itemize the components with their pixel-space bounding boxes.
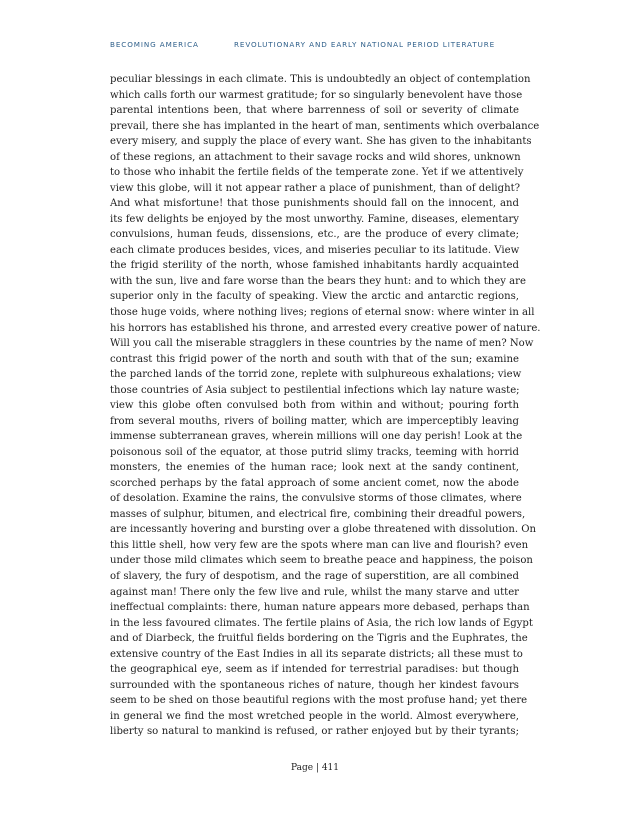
text-line: scorched perhaps by the fatal approach of some ancient comet, now the abode: [110, 477, 519, 489]
text-line: those huge voids, where nothing lives; regions of eternal snow: where winter in all: [110, 306, 535, 318]
text-line: this little shell, how very few are the spots where man can live and flourish? even: [110, 539, 529, 551]
text-line: with the sun, live and fare worse than the bears they hunt: and to which they are: [110, 275, 526, 287]
text-line: extensive country of the East Indies in all its separate districts; all these must to: [110, 648, 523, 660]
text-line: the geographical eye, seem as if intended for terrestrial paradises: but though: [110, 664, 519, 676]
text-line: and of Diarbeck, the fruitful fields bordering on the Tigris and the Euphrates, the: [110, 633, 528, 645]
text-line: prevail, there she has implanted in the heart of man, sentiments which overbalance: [110, 120, 540, 132]
text-line: his horrors has established his throne, and arrested every creative power of nature.: [110, 322, 541, 334]
text-line: of these regions, an attachment to their savage rocks and wild shores, unknown: [110, 151, 521, 163]
text-line: liberty so natural to mankind is refused, or rather enjoyed but by their tyrants;: [110, 726, 519, 738]
text-line: contrast this frigid power of the north and south with that of the sun; examine: [110, 353, 519, 365]
text-line: Will you call the miserable stragglers in these countries by the name of men? Now: [110, 338, 534, 350]
text-line: of desolation. Examine the rains, the convulsive storms of those climates, where: [110, 493, 522, 505]
page-number: Page | 411: [290, 763, 340, 773]
text-line: under those mild climates which seem to breathe peace and happiness, the poison: [110, 555, 533, 567]
text-line: every misery, and supply the place of every want. She has given to the inhabitants: [110, 136, 532, 148]
text-line: monsters, the enemies of the human race; look next at the sandy continent,: [110, 462, 519, 474]
text-line: parental intentions been, that where barrenness of soil or severity of climate: [110, 105, 519, 117]
text-line: seem to be shed on those beautiful regions with the most profuse hand; yet there: [110, 695, 528, 707]
text-line: superior only in the faculty of speaking. View the arctic and antarctic regions,: [110, 291, 519, 303]
text-line: poisonous soil of the equator, at those putrid slimy tracks, teeming with horrid: [110, 446, 519, 458]
body-text: [110, 72, 541, 740]
running-header: [110, 40, 495, 49]
text-line: in the less favoured climates. The fertile plains of Asia, the rich low lands of Egypt: [110, 617, 533, 629]
text-line: convulsions, human feuds, dissensions, etc., are the produce of every climate;: [110, 229, 519, 241]
section-title: REVOLUTIONARY AND EARLY NATIONAL PERIOD LITERATURE: [234, 40, 496, 49]
text-line: view this globe often convulsed both from within and without; pouring forth: [110, 400, 519, 412]
text-line: view this globe, will it not appear rather a place of punishment, than of delight?: [110, 182, 521, 194]
text-line: which calls forth our warmest gratitude; for so singularly benevolent have those: [110, 89, 523, 101]
text-line: to those who inhabit the fertile fields of the temperate zone. Yet if we attentively: [110, 167, 524, 179]
text-line: peculiar blessings in each climate. This is undoubtedly an object of contemplation: [110, 74, 531, 85]
text-line: are incessantly hovering and bursting over a globe threatened with dissolution. On: [110, 524, 537, 536]
text-line: the parched lands of the torrid zone, replete with sulphureous exhalations; view: [110, 369, 522, 381]
text-line: ineffectual complaints: there, human nature appears more debased, perhaps than: [110, 602, 530, 614]
text-line: in general we find the most wretched people in the world. Almost everywhere,: [110, 710, 519, 722]
text-line: each climate produces besides, vices, and miseries peculiar to its latitude. View: [110, 244, 520, 256]
text-line: against man! There only the few live and rule, whilst the many starve and utter: [110, 586, 519, 598]
text-line: its few delights be enjoyed by the most unworthy. Famine, diseases, elementary: [110, 213, 519, 225]
text-line: of slavery, the fury of despotism, and the rage of superstition, are all combined: [110, 571, 519, 582]
book-title: BECOMING AMERICA: [110, 40, 199, 49]
text-line: those countries of Asia subject to pestilential infections which lay nature waste;: [110, 384, 520, 396]
text-line: masses of sulphur, bitumen, and electrical fire, combining their dreadful powers,: [110, 508, 526, 520]
text-line: And what misfortune! that those punishments should fall on the innocent, and: [110, 198, 519, 210]
text-line: surrounded with the spontaneous riches of nature, though her kindest favours: [110, 679, 519, 691]
text-line: from several mouths, rivers of boiling matter, which are imperceptibly leaving: [110, 415, 519, 427]
text-line: the frigid sterility of the north, whose famished inhabitants hardly acquainted: [110, 260, 519, 272]
text-line: immense subterranean graves, wherein millions will one day perish! Look at the: [110, 431, 523, 443]
